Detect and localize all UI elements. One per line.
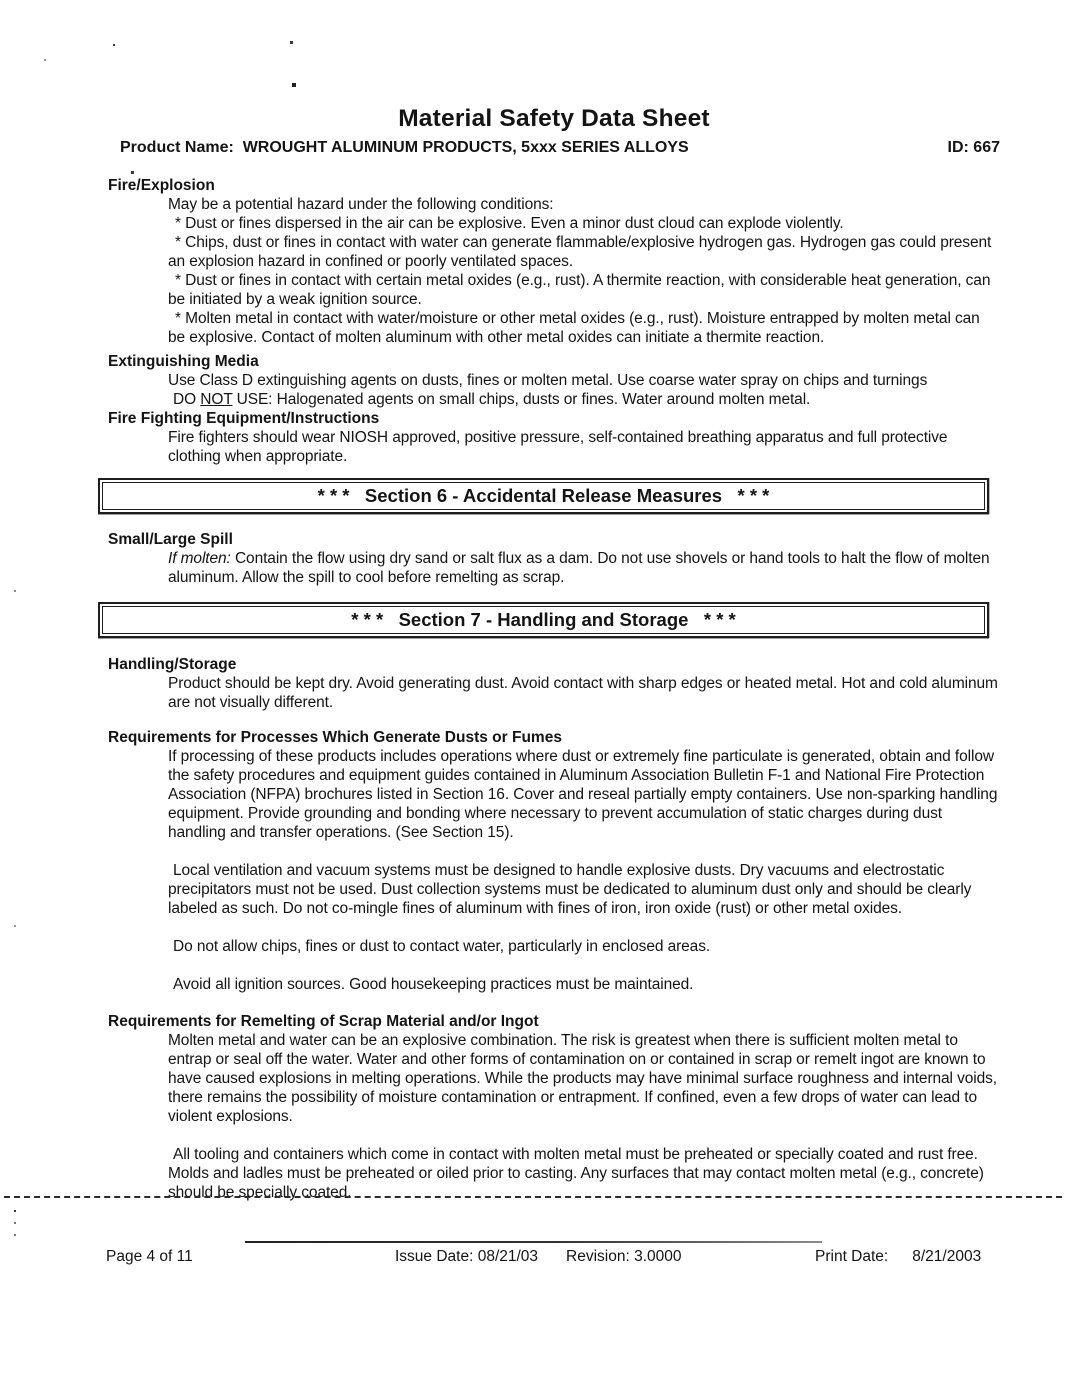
req-dusts-body (168, 747, 1000, 994)
scan-speckle (14, 1210, 16, 1212)
section-7-banner-text: * * * Section 7 - Handling and Storage * * * (102, 606, 985, 634)
section-7-banner (98, 602, 989, 638)
section-6-banner-text: * * * Section 6 - Accidental Release Measures * * * (102, 482, 985, 510)
footer-issue-date: Issue Date: 08/21/03 (395, 1248, 539, 1265)
footer-page-number: Page 4 of 11 (106, 1248, 193, 1265)
product-name-label: Product Name: (120, 139, 234, 156)
heading-fire-explosion: Fire/Explosion (108, 177, 215, 194)
if-molten-italic: If molten: (168, 550, 231, 567)
footer-revision: Revision: 3.0000 (566, 1248, 682, 1265)
heading-req-dusts-fumes: Requirements for Processes Which Generate Dusts or Fumes (108, 729, 562, 746)
use-text: USE: Halogenated agents on small chips, dusts or fines. Water around molten metal. (232, 391, 811, 408)
fire-fighting-body (168, 428, 1000, 466)
heading-handling-storage: Handling/Storage (108, 656, 237, 673)
spill-text (168, 549, 1000, 587)
fire-explosion-body (168, 195, 1000, 347)
section-6-banner (98, 478, 989, 514)
req-dusts-paragraph: If processing of these products includes operations where dust or extremely fine particulate is generated, obtain and follow the safety procedures and equipment guides contained in Aluminum Association Bulletin F-1 and National Fire Protection Association (NFPA) brochures listed in Section 16. Cover and reseal partially empty containers. Use non-sparking handling equipment. Provide grounding and bonding where necessary to prevent accumulation of static charges during dust handling and transfer operations. (See Section 15). (168, 748, 998, 841)
product-name-line (120, 138, 689, 158)
footer-print-date-label: Print Date: (815, 1248, 889, 1265)
scan-artifact-dashed-line (4, 1196, 1062, 1198)
scan-speckle (113, 44, 115, 46)
heading-small-large-spill: Small/Large Spill (108, 531, 233, 548)
req-remelting-paragraph: All tooling and containers which come in contact with molten metal must be preheated or specially coated and rust free. Molds and ladles must be preheated or oiled prior to casting. Any surfaces that may contact molten metal (e.g., concrete) should be specially coated. (168, 1146, 984, 1201)
scan-speckle (14, 590, 16, 592)
footer-print-date-value: 8/21/2003 (912, 1248, 982, 1265)
not-underlined-text: NOT (200, 391, 233, 408)
footer-right-group (815, 1247, 981, 1266)
scan-speckle (14, 1222, 16, 1224)
handling-storage-body (168, 674, 1000, 712)
fire-explosion-bullet: * Chips, dust or fines in contact with water can generate flammable/explosive hydrogen gas. Hydrogen gas could present an explosion hazard in confined or poorly ventilated spaces. (168, 234, 992, 270)
scan-speckle (14, 925, 16, 927)
extinguishing-line2 (168, 390, 1000, 409)
document-id: ID: 667 (947, 139, 1000, 156)
do-text: DO (173, 391, 201, 408)
scan-speckle (14, 1234, 16, 1236)
extinguishing-line1: Use Class D extinguishing agents on dusts, fines or molten metal. Use coarse water spray on chips and turnings (168, 372, 928, 389)
heading-fire-fighting: Fire Fighting Equipment/Instructions (108, 410, 380, 427)
heading-req-remelting: Requirements for Remelting of Scrap Material and/or Ingot (108, 1013, 539, 1030)
scan-speckle (292, 83, 296, 87)
footer-rule (245, 1241, 822, 1243)
product-name-value: WROUGHT ALUMINUM PRODUCTS, 5xxx SERIES ALLOYS (242, 139, 689, 156)
product-row (120, 138, 1000, 158)
fire-explosion-bullet: * Dust or fines in contact with certain metal oxides (e.g., rust). A thermite reaction, with considerable heat generation, can be initiated by a weak ignition source. (168, 272, 991, 308)
scan-speckle (290, 41, 293, 44)
scan-speckle (131, 171, 134, 174)
spill-text-rest: Contain the flow using dry sand or salt flux as a dam. Do not use shovels or hand tools to halt the flow of molten aluminum. Allow the spill to cool before remelting as scrap. (168, 550, 990, 586)
document-title: Material Safety Data Sheet (398, 105, 710, 132)
req-dusts-paragraph: Local ventilation and vacuum systems must be designed to handle explosive dusts. Dry vacuums and electrostatic precipitators must not be used. Dust collection systems must be dedicated to aluminum dust only and should be clearly labeled as such. Do not co-mingle fines of aluminum with fines of iron, iron oxide (rust) or other metal oxides. (168, 862, 972, 917)
req-dusts-paragraph: Do not allow chips, fines or dust to contact water, particularly in enclosed areas. (173, 938, 711, 955)
req-dusts-paragraph: Avoid all ignition sources. Good housekeeping practices must be maintained. (173, 976, 694, 993)
footer-center-group (395, 1247, 682, 1266)
document-content (108, 0, 1000, 1202)
fire-fighting-text: Fire fighters should wear NIOSH approved, positive pressure, self-contained breathing apparatus and full protective clothing when appropriate. (168, 429, 948, 465)
spill-body (168, 549, 1000, 587)
handling-storage-text: Product should be kept dry. Avoid generating dust. Avoid contact with sharp edges or heated metal. Hot and cold aluminum are not visually different. (168, 675, 998, 711)
fire-explosion-bullet: * Molten metal in contact with water/moisture or other metal oxides (e.g., rust). Moisture entrapped by molten metal can be explosive. Contact of molten aluminum with other metal oxides can initiate a thermite reaction. (168, 310, 980, 346)
heading-extinguishing-media: Extinguishing Media (108, 353, 259, 370)
scan-speckle (44, 59, 46, 61)
extinguishing-media-body (168, 371, 1000, 409)
fire-explosion-intro: May be a potential hazard under the following conditions: (168, 196, 554, 213)
fire-explosion-bullet: * Dust or fines dispersed in the air can be explosive. Even a minor dust cloud can explode violently. (175, 215, 844, 232)
req-remelting-body (168, 1031, 1000, 1202)
req-remelting-paragraph: Molten metal and water can be an explosive combination. The risk is greatest when there is sufficient molten metal to entrap or seal off the water. Water and other forms of contamination on or contained in scrap or remelt ingot are known to have caused explosions in melting operations. While the products may have minimal surface roughness and internal voids, there remains the possibility of moisture contamination or entrapment. If confined, even a few drops of water can lead to violent explosions. (168, 1032, 997, 1125)
